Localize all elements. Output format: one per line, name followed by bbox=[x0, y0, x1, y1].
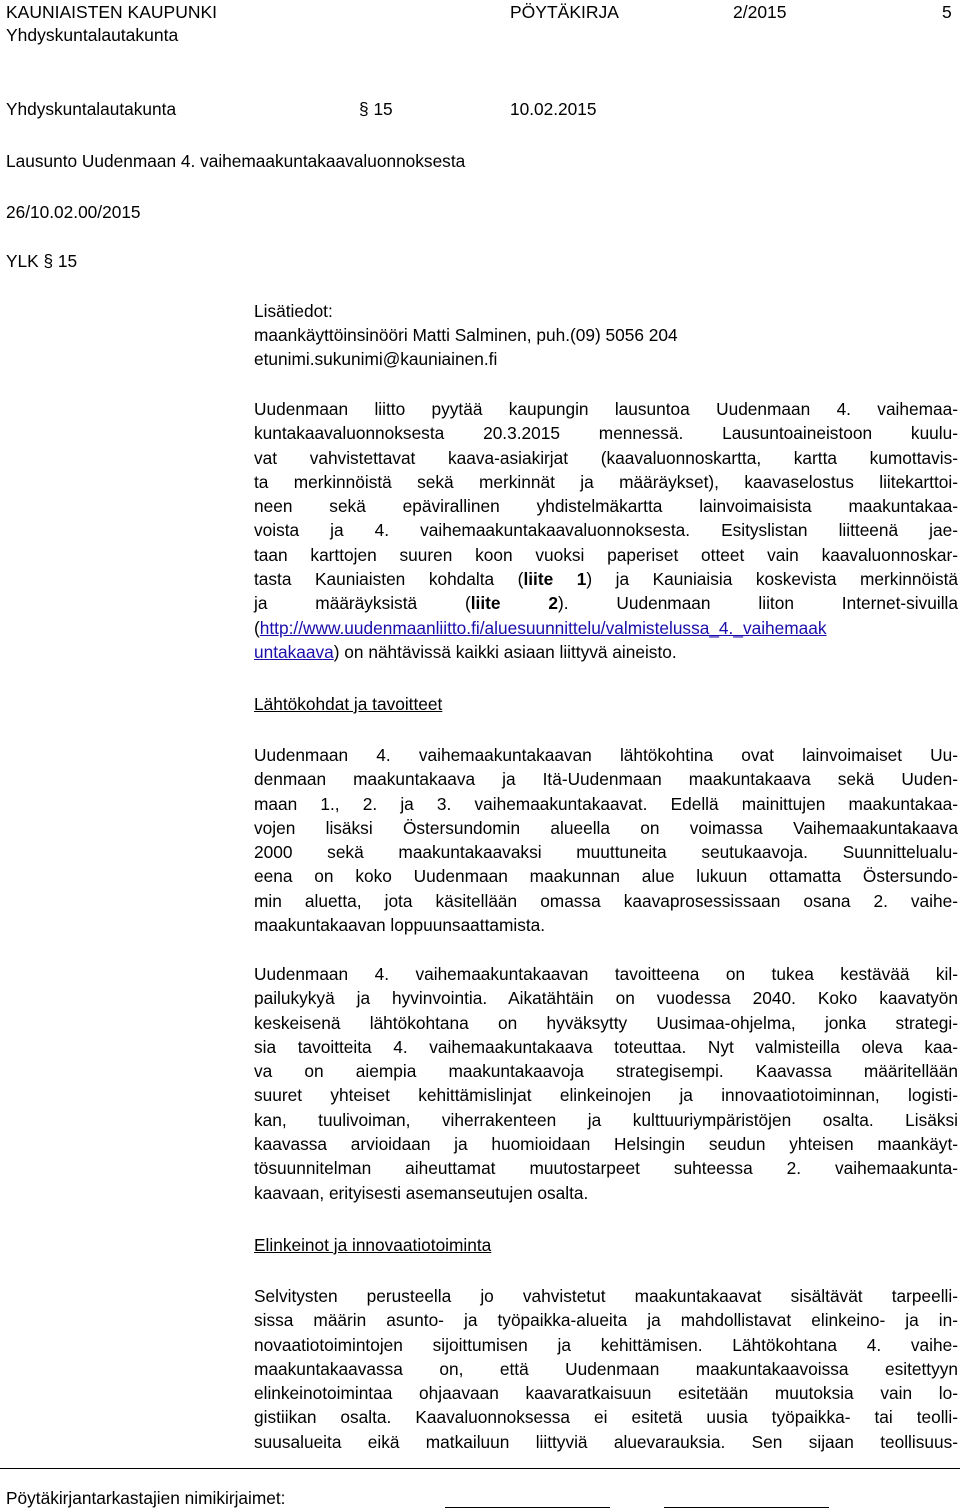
text-line: gistiikan osalta. Kaavaluonnoksessa ei esitetä uusia työpaikka- tai teolli- bbox=[254, 1407, 958, 1428]
text-line: kan, tuulivoiman, viherrakenteen ja kulttuuriympäristöjen osalta. Lisäksi bbox=[254, 1109, 958, 1130]
meeting-section-number: 15 bbox=[373, 99, 393, 119]
meeting-section bbox=[359, 99, 393, 120]
uudenmaanliitto-link[interactable]: http://www.uudenmaanliitto.fi/aluesuunnittelu/valmistelussa_4._vaihemaak bbox=[259, 617, 827, 638]
text-line: maan 1., 2. ja 3. vaihemaakuntakaavat. Edellä mainittujen maakuntakaa- bbox=[254, 793, 958, 814]
contact-label: Lisätiedot: bbox=[254, 301, 333, 321]
paragraph-tavoitteet bbox=[254, 962, 958, 1205]
text-line: sia tavoitteita 4. vaihemaakuntakaava toteuttaa. Nyt valmisteilla oleva kaa- bbox=[254, 1036, 958, 1057]
text-line bbox=[254, 640, 958, 664]
text-line bbox=[254, 591, 958, 615]
header-doc-type: PÖYTÄKIRJA bbox=[510, 2, 619, 22]
text-line: Uudenmaan liitto pyytää kaupungin lausuntoa Uudenmaan 4. vaihemaa- bbox=[254, 399, 958, 419]
text-line: pailukykyä ja hyvinvointia. Aikatähtäin on vuodessa 2040. Koko kaavatyön bbox=[254, 988, 958, 1009]
text-line: Selvitysten perusteella jo vahvistetut maakuntakaavat sisältävät tarpeelli- bbox=[254, 1286, 958, 1306]
header-org: KAUNIAISTEN KAUPUNKI bbox=[6, 2, 218, 22]
section-sign: § bbox=[43, 251, 54, 271]
header-page-number: 5 bbox=[942, 2, 952, 22]
text-line: taan karttojen suuren koon vuoksi paperiset otteet vain kaavaluonnoskar- bbox=[254, 544, 958, 565]
paragraph-lahtokohdat bbox=[254, 743, 958, 937]
text-fragment: tasta Kauniaisten kohdalta ( bbox=[254, 569, 524, 590]
document-title: Lausunto Uudenmaan 4. vaihemaakuntakaavaluonnoksesta bbox=[6, 151, 466, 171]
header-committee: Yhdyskuntalautakunta bbox=[6, 25, 179, 45]
text-line bbox=[254, 616, 958, 640]
text-line: kaavassa arvioidaan ja huomioidaan Helsingin seudun yhteisen maankäyt- bbox=[254, 1134, 958, 1155]
text-fragment: ). Uudenmaan liiton Internet-sivuilla bbox=[557, 593, 959, 614]
signature-line-2 bbox=[664, 1507, 829, 1508]
text-line: eena on koko Uudenmaan maakunnan alue lukuun ottamatta Östersundo- bbox=[254, 866, 958, 887]
ylk-label: YLK bbox=[6, 251, 39, 271]
text-line: vojen lisäksi Östersundomin alueella on voimassa Vaihemaakuntakaava bbox=[254, 817, 958, 838]
text-line: Uudenmaan 4. vaihemaakuntakaavan lähtökohtina ovat lainvoimaiset Uu- bbox=[254, 745, 958, 765]
text-line: suuret yhteiset kehittämislinjat elinkeinojen ja innovaatiotoiminnan, logisti- bbox=[254, 1085, 958, 1106]
text-fragment: ( bbox=[254, 617, 260, 638]
text-line: elinkeinotoimintaa ohjaavaan kaavaratkaisuun esitetään muutoksia vain lo- bbox=[254, 1383, 958, 1404]
paragraph-request bbox=[254, 397, 958, 664]
text-fragment: ) ja Kauniaisia koskevista merkinnöistä bbox=[586, 569, 959, 590]
paragraph-elinkeinot bbox=[254, 1284, 958, 1454]
section-sign: § bbox=[359, 99, 369, 119]
attachment-ref-1: liite 1 bbox=[523, 569, 587, 590]
text-line: voista ja 4. vaihemaakuntakaavaluonnoksesta. Esityslistan liitteenä jae- bbox=[254, 520, 958, 541]
ylk-section bbox=[6, 251, 77, 272]
text-fragment: ja määräyksistä ( bbox=[254, 593, 471, 614]
heading-lahtokohdat: Lähtökohdat ja tavoitteet bbox=[254, 694, 443, 714]
text-line: novaatiotoimintojen sijoittumisen ja kehittämisen. Lähtökohtana 4. vaihe- bbox=[254, 1334, 958, 1355]
text-line: Uudenmaan 4. vaihemaakuntakaavan tavoitteena on tukea kestävää kil- bbox=[254, 964, 958, 984]
text-line bbox=[254, 567, 958, 591]
header-doc-number: 2/2015 bbox=[733, 2, 787, 22]
text-line: vat vahvistettavat kaava-asiakirjat (kaavaluonnoskartta, kartta kumottavis- bbox=[254, 447, 958, 468]
text-line: 2000 sekä maakuntakaavaksi muuttuneita seutukaavoja. Suunnittelualu- bbox=[254, 842, 958, 863]
text-line: keskeisenä lähtökohtana on hyväksytty Uusimaa-ohjelma, jonka strategi- bbox=[254, 1012, 958, 1033]
text-line: va on aiempia maakuntakaavoja strategisempi. Kaavassa määritellään bbox=[254, 1061, 958, 1082]
text-line: neen sekä epävirallinen yhdistelmäkartta lainvoimaisista maakuntakaa- bbox=[254, 496, 958, 517]
text-line: ta merkinnöistä sekä merkinnät ja määräykset), kaavaselostus liitekarttoi- bbox=[254, 471, 958, 492]
footer-label: Pöytäkirjantarkastajien nimikirjaimet: bbox=[6, 1488, 286, 1508]
text-line: kuntakaavaluonnoksesta 20.3.2015 mennessä. Lausuntoaineistoon kuulu- bbox=[254, 423, 958, 444]
text-fragment: ) on nähtävissä kaikki asiaan liittyvä aineisto. bbox=[333, 641, 677, 662]
ylk-section-number: 15 bbox=[57, 251, 78, 271]
text-line: sissa määrin asunto- ja työpaikka-alueita ja mahdollistavat elinkeino- ja in- bbox=[254, 1310, 958, 1331]
text-line: tösuunnitelman aiheuttamat muutostarpeet suhteessa 2. vaihemaakunta- bbox=[254, 1158, 958, 1179]
heading-elinkeinot: Elinkeinot ja innovaatiotoiminta bbox=[254, 1235, 492, 1255]
contact-person: maankäyttöinsinööri Matti Salminen, puh.(09) 5056 204 bbox=[254, 325, 678, 345]
meeting-committee: Yhdyskuntalautakunta bbox=[6, 99, 177, 119]
signature-line-1 bbox=[445, 1507, 610, 1508]
contact-email: etunimi.sukunimi@kauniainen.fi bbox=[254, 349, 498, 369]
text-line: suusalueita eikä matkailuun liittyviä aluevarauksia. Sen sijaan teollisuus- bbox=[254, 1431, 958, 1452]
attachment-ref-2: liite 2 bbox=[470, 593, 558, 614]
text-line: denmaan maakuntakaava ja Itä-Uudenmaan maakuntakaava sekä Uuden- bbox=[254, 769, 958, 790]
text-line: min aluetta, jota käsitellään omassa kaavaprosessissaan osana 2. vaihe- bbox=[254, 890, 958, 911]
text-line: kaavaan, erityisesti asemanseutujen osalta. bbox=[254, 1182, 589, 1203]
text-line: maakuntakaavan loppuunsaattamista. bbox=[254, 915, 546, 936]
meeting-date: 10.02.2015 bbox=[510, 99, 597, 119]
footer-divider bbox=[0, 1468, 960, 1469]
text-line: maakuntakaavassa on, että Uudenmaan maakuntakaavoissa esitettyyn bbox=[254, 1358, 958, 1379]
reference-number: 26/10.02.00/2015 bbox=[6, 202, 141, 222]
uudenmaanliitto-link-cont[interactable]: untakaava bbox=[254, 641, 334, 662]
